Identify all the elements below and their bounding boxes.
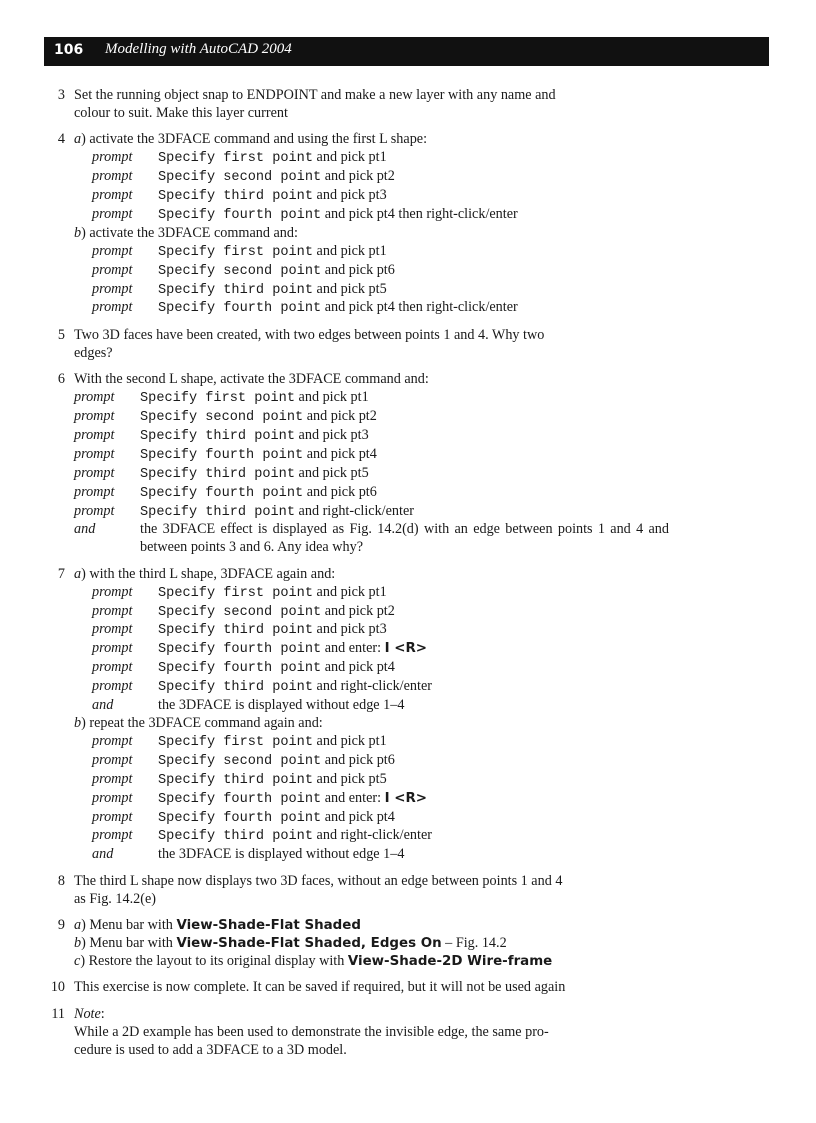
- prompt-row: [92, 621, 669, 640]
- prompt-row: [92, 809, 669, 828]
- substep-text: ) Menu bar with: [81, 934, 177, 951]
- command-text: Specify fourth point: [158, 661, 322, 677]
- result-text: the 3DFACE is displayed without edge 1–4: [158, 697, 405, 714]
- command-text: Specify third point: [140, 504, 295, 520]
- note-colon: :: [100, 1005, 105, 1022]
- substep-label: b: [74, 224, 82, 241]
- substep-label: a: [74, 917, 82, 934]
- substep-a: [74, 917, 669, 935]
- substep-b: [74, 935, 669, 953]
- step-7: [44, 566, 669, 865]
- note-heading: [74, 1006, 669, 1024]
- instruction-text: and pick pt5: [313, 280, 387, 297]
- prompt-row: [92, 752, 669, 771]
- instruction-text: and pick pt3: [313, 187, 387, 204]
- prompt-label: prompt: [92, 640, 133, 657]
- text-line: While a 2D example has been used to demonstrate the invisible edge, the same pro-: [74, 1023, 549, 1040]
- prompt-list: [74, 733, 669, 864]
- prompt-label: prompt: [92, 827, 133, 844]
- prompt-row: [74, 484, 669, 503]
- prompt-label: prompt: [74, 483, 115, 500]
- prompt-row: [92, 243, 669, 262]
- prompt-row: [92, 790, 669, 809]
- step-number: 4: [57, 131, 65, 148]
- result-text: the 3DFACE effect is displayed as Fig. 14.2(d) with an edge between points 1 and 4 and between points 3 and 6. Any idea why?: [140, 521, 669, 556]
- text-line: With the second L shape, activate the 3DFACE command and:: [74, 371, 429, 388]
- prompt-row: [74, 446, 669, 465]
- prompt-label: prompt: [92, 808, 133, 825]
- prompt-label: prompt: [92, 149, 133, 166]
- prompt-label: prompt: [92, 242, 133, 259]
- step-number: 11: [51, 1005, 65, 1022]
- prompt-row: [92, 187, 669, 206]
- command-text: Specify fourth point: [158, 301, 322, 317]
- instruction-text: and pick pt4: [303, 445, 377, 462]
- instruction-text: and pick pt6: [303, 483, 377, 500]
- prompt-row: [92, 771, 669, 790]
- exercise-steps: [44, 87, 669, 1068]
- prompt-row: [74, 503, 669, 522]
- step-4: [44, 131, 669, 318]
- prompt-label: prompt: [92, 789, 133, 806]
- note-label: Note: [74, 1005, 101, 1022]
- prompt-row: [92, 827, 669, 846]
- command-text: Specify first point: [140, 391, 295, 407]
- menu-path: View-Shade-2D Wire-frame: [347, 953, 553, 969]
- step-6: [44, 371, 669, 557]
- prompt-list: [74, 389, 669, 557]
- command-text: Specify fourth point: [140, 485, 304, 501]
- menu-path: View-Shade-Flat Shaded: [176, 918, 361, 934]
- instruction-text: and right-click/enter: [313, 827, 432, 844]
- command-text: Specify fourth point: [140, 447, 304, 463]
- prompt-row: [92, 281, 669, 300]
- substep-text: ) activate the 3DFACE command and using the first L shape:: [81, 131, 428, 148]
- text-line: The third L shape now displays two 3D faces, without an edge between points 1 and 4: [74, 872, 563, 889]
- text-line: cedure is used to add a 3DFACE to a 3D model.: [74, 1041, 347, 1058]
- prompt-row: [92, 584, 669, 603]
- prompt-row: [92, 640, 669, 659]
- instruction-text: and pick pt4: [321, 659, 395, 676]
- instruction-text: and enter:: [321, 789, 385, 806]
- prompt-label: prompt: [92, 659, 133, 676]
- running-title: Modelling with AutoCAD 2004: [105, 41, 292, 57]
- instruction-text: and pick pt5: [295, 464, 369, 481]
- substep-a-heading: [74, 131, 669, 149]
- bold-input: I <R>: [384, 641, 427, 657]
- instruction-text: and pick pt1: [313, 242, 387, 259]
- substep-label: b: [74, 934, 82, 951]
- prompt-label: prompt: [92, 187, 133, 204]
- instruction-text: and pick pt2: [321, 168, 395, 185]
- command-text: Specify second point: [158, 604, 322, 620]
- substep-text: ) Restore the layout to its original display with: [80, 952, 348, 969]
- result-row: [92, 846, 669, 864]
- instruction-text: and pick pt4: [321, 808, 395, 825]
- prompt-label: prompt: [92, 261, 133, 278]
- command-text: Specify second point: [140, 410, 304, 425]
- step-number: 6: [57, 371, 65, 388]
- instruction-text: and pick pt1: [313, 583, 387, 600]
- text-line: Set the running object snap to ENDPOINT and make a new layer with any name and: [74, 87, 556, 103]
- page-number: 106: [54, 42, 84, 58]
- instruction-text: and pick pt1: [313, 149, 387, 166]
- command-text: Specify third point: [140, 466, 295, 482]
- substep-label: b: [74, 715, 82, 731]
- prompt-label: prompt: [74, 502, 115, 519]
- substep-c: [74, 953, 669, 971]
- command-text: Specify first point: [158, 734, 313, 750]
- instruction-text: and pick pt5: [313, 770, 387, 787]
- prompt-label: prompt: [92, 168, 133, 185]
- substep-b-heading: [74, 715, 669, 733]
- command-text: Specify second point: [158, 753, 322, 769]
- instruction-text: and pick pt6: [321, 261, 395, 278]
- prompt-row: [74, 427, 669, 446]
- step-8: [44, 873, 669, 909]
- prompt-label: prompt: [92, 205, 133, 222]
- command-text: Specify third point: [158, 189, 313, 205]
- prompt-row: [92, 262, 669, 281]
- command-text: Specify fourth point: [158, 791, 322, 807]
- command-text: Specify third point: [158, 829, 313, 845]
- step-number: 3: [57, 87, 65, 103]
- instruction-text: and pick pt2: [303, 408, 377, 424]
- prompt-label: prompt: [92, 621, 133, 638]
- prompt-label: prompt: [92, 678, 133, 695]
- prompt-label: prompt: [74, 445, 115, 462]
- substep-b-heading: [74, 225, 669, 243]
- prompt-row: [92, 168, 669, 187]
- instruction-text: and pick pt4 then right-click/enter: [321, 205, 518, 222]
- prompt-row: [92, 733, 669, 752]
- prompt-row: [92, 206, 669, 225]
- step-11: [44, 1006, 669, 1060]
- prompt-row: [74, 389, 669, 408]
- instruction-text: and pick pt3: [295, 426, 369, 443]
- prompt-label: prompt: [92, 299, 133, 316]
- instruction-text: and pick pt4 then right-click/enter: [321, 299, 518, 316]
- instruction-text: and enter:: [321, 640, 385, 657]
- bold-input: I <R>: [384, 790, 427, 806]
- command-text: Specify fourth point: [158, 642, 322, 658]
- command-text: Specify fourth point: [158, 810, 322, 826]
- substep-text: ) activate the 3DFACE command and:: [81, 224, 298, 241]
- substep-a-heading: [74, 566, 669, 584]
- instruction-text: and right-click/enter: [295, 502, 414, 519]
- substep-label: a: [74, 131, 82, 148]
- text-line: edges?: [74, 344, 113, 361]
- substep-suffix: – Fig. 14.2: [441, 934, 507, 951]
- substep-label: c: [74, 952, 81, 969]
- command-text: Specify third point: [158, 623, 313, 639]
- step-5: [44, 327, 669, 363]
- command-text: Specify third point: [140, 428, 295, 444]
- step-10: [44, 979, 669, 997]
- prompt-label: prompt: [74, 408, 115, 424]
- command-text: Specify fourth point: [158, 207, 322, 223]
- prompt-row: [74, 408, 669, 427]
- prompt-row: [92, 678, 669, 697]
- substep-text: ) repeat the 3DFACE command again and:: [81, 715, 323, 731]
- prompt-row: [92, 659, 669, 678]
- prompt-label: prompt: [92, 602, 133, 619]
- prompt-label: prompt: [74, 464, 115, 481]
- prompt-list: [74, 584, 669, 715]
- substep-text: ) with the third L shape, 3DFACE again and:: [81, 565, 336, 582]
- step-number: 10: [50, 979, 65, 996]
- instruction-text: and pick pt1: [313, 732, 387, 749]
- instruction-text: and pick pt6: [321, 751, 395, 768]
- step-number: 5: [57, 326, 65, 343]
- substep-label: a: [74, 565, 82, 582]
- step-number: 7: [57, 565, 65, 582]
- prompt-list: [74, 149, 669, 225]
- command-text: Specify first point: [158, 151, 313, 167]
- instruction-text: and right-click/enter: [313, 678, 432, 695]
- step-9: [44, 917, 669, 971]
- command-text: Specify third point: [158, 282, 313, 298]
- prompt-label: prompt: [92, 751, 133, 768]
- command-text: Specify second point: [158, 170, 322, 186]
- menu-path: View-Shade-Flat Shaded, Edges On: [176, 935, 442, 951]
- and-label: and: [92, 846, 114, 863]
- substep-text: ) Menu bar with: [81, 917, 177, 934]
- text-line: colour to suit. Make this layer current: [74, 104, 288, 121]
- command-text: Specify third point: [158, 680, 313, 696]
- prompt-row: [92, 149, 669, 168]
- command-text: Specify second point: [158, 263, 322, 279]
- prompt-label: prompt: [92, 583, 133, 600]
- prompt-label: prompt: [74, 389, 115, 406]
- command-text: Specify first point: [158, 244, 313, 260]
- text-line: as Fig. 14.2(e): [74, 890, 156, 907]
- prompt-label: prompt: [92, 280, 133, 297]
- command-text: Specify first point: [158, 585, 313, 601]
- text-line: This exercise is now complete. It can be saved if required, but it will not be used again: [74, 979, 566, 996]
- step-number: 9: [57, 917, 65, 934]
- instruction-text: and pick pt2: [321, 602, 395, 619]
- result-row: [74, 521, 669, 557]
- prompt-label: prompt: [92, 770, 133, 787]
- result-text: the 3DFACE is displayed without edge 1–4: [158, 846, 405, 863]
- command-text: Specify third point: [158, 772, 313, 788]
- prompt-label: prompt: [92, 732, 133, 749]
- and-label: and: [74, 521, 96, 538]
- prompt-row: [92, 603, 669, 622]
- instruction-text: and pick pt1: [295, 389, 369, 406]
- prompt-row: [74, 465, 669, 484]
- prompt-list: [74, 243, 669, 319]
- running-header: [44, 37, 769, 66]
- result-row: [92, 697, 669, 715]
- step-3: [44, 87, 669, 123]
- step-number: 8: [57, 872, 65, 889]
- prompt-label: prompt: [74, 426, 115, 443]
- instruction-text: and pick pt3: [313, 621, 387, 638]
- and-label: and: [92, 697, 114, 714]
- prompt-row: [92, 299, 669, 318]
- text-line: Two 3D faces have been created, with two edges between points 1 and 4. Why two: [74, 326, 545, 343]
